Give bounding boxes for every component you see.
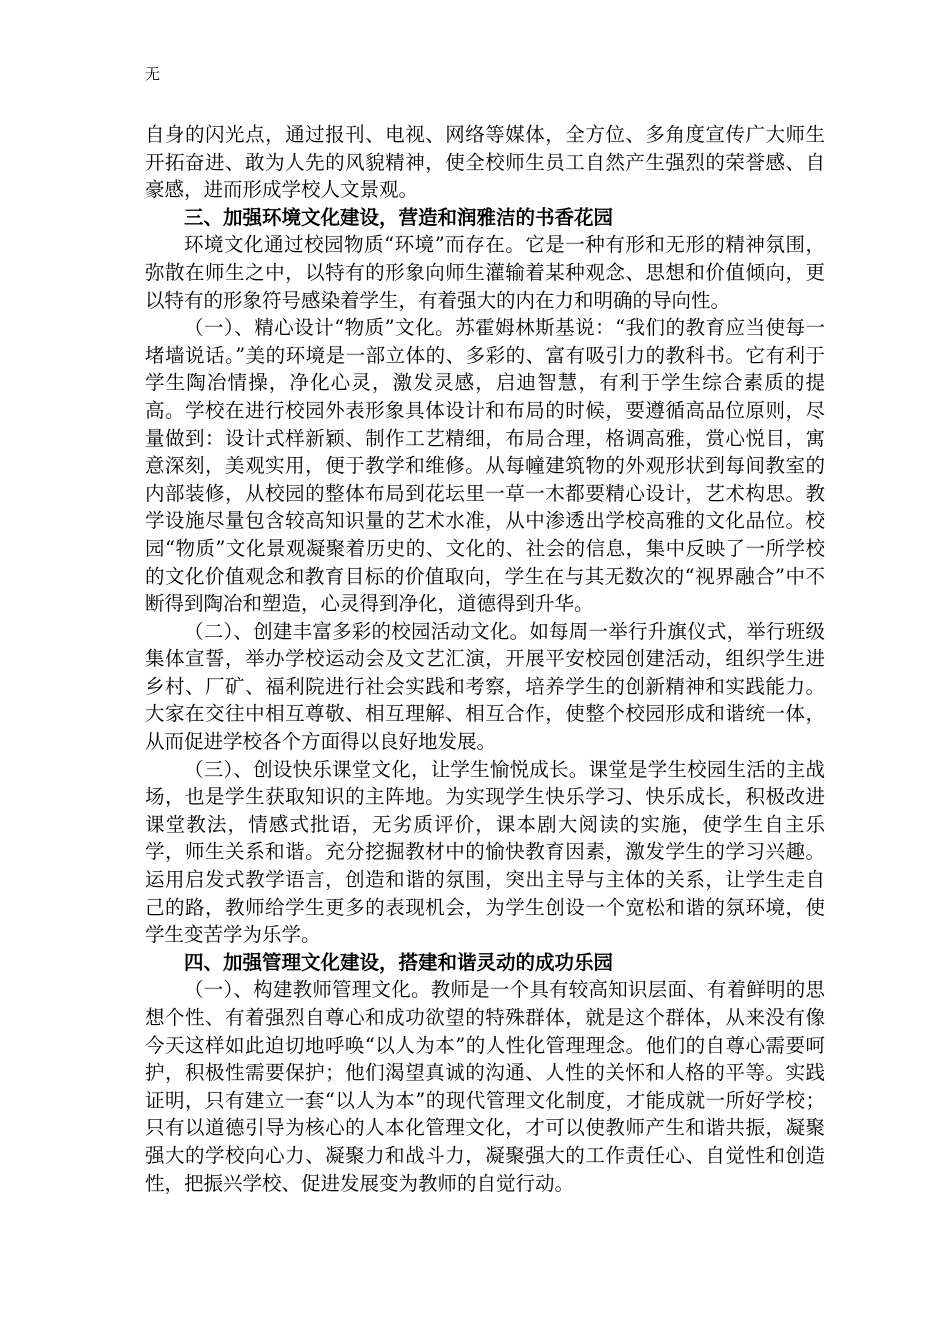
paragraph-environment-intro: 环境文化通过校园物质“环境”而存在。它是一种有形和无形的精神氛围，弥散在师生之中，以特有的形象向师生灌输着某种观念、思想和价值倾向，更以特有的形象符号感染着学生，有着强大的内在力和明确的导向性。 [145,233,825,312]
paragraph-teacher-management: （一）、构建教师管理文化。教师是一个具有较高知识层面、有着鲜明的思想个性、有着强烈自尊心和成功欲望的特殊群体，就是这个群体，从来没有像今天这样如此迫切地呼唤“以人为本”的人性化管理理念。他们的自尊心需要呵护，积极性需要保护；他们渴望真诚的沟通、人性的关怀和人格的平等。实践证明，只有建立一套“以人为本”的现代管理文化制度，才能成就一所好学校；只有以道德引导为核心的人本化管理文化，才可以使教师产生和谐共振，凝聚强大的学校向心力、凝聚力和战斗力，凝聚强大的工作责任心、自觉性和创造性，把振兴学校、促进发展变为教师的自觉行动。 [145,978,825,1195]
paragraph-material-culture: （一）、精心设计“物质”文化。苏霍姆林斯基说：“我们的教育应当使每一堵墙说话。”美的环境是一部立体的、多彩的、富有吸引力的教科书。它有利于学生陶冶情操，净化心灵，激发灵感，启迪智慧，有利于学生综合素质的提高。学校在进行校园外表形象具体设计和布局的时候，要遵循高品位原则，尽量做到：设计式样新颖、制作工艺精细，布局合理，格调高雅，赏心悦目，寓意深刻，美观实用，便于教学和维修。从每幢建筑物的外观形状到每间教室的内部装修，从校园的整体布局到花坛里一草一木都要精心设计，艺术构思。教学设施尽量包含较高知识量的艺术水准，从中渗透出学校高雅的文化品位。校园“物质”文化景观凝聚着历史的、文化的、社会的信息，集中反映了一所学校的文化价值观念和教育目标的价值取向，学生在与其无数次的“视界融合”中不断得到陶冶和塑造，心灵得到净化，道德得到升华。 [145,316,825,616]
paragraph-continuation: 自身的闪光点，通过报刊、电视、网络等媒体，全方位、多角度宣传广大师生开拓奋进、敢为人先的风貌精神，使全校师生员工自然产生强烈的荣誉感、自豪感，进而形成学校人文景观。 [145,123,825,202]
paragraph-classroom-culture: （三）、创设快乐课堂文化，让学生愉悦成长。课堂是学生校园生活的主战场，也是学生获取知识的主阵地。为实现学生快乐学习、快乐成长，积极改进课堂教法，情感式批语，无劣质评价，课本剧大阅读的实施，使学生自主乐学，师生关系和谐。充分挖掘教材中的愉快教育因素，激发学生的学习兴趣。运用启发式教学语言，创造和谐的氛围，突出主导与主体的关系，让学生走自己的路，教师给学生更多的表现机会，为学生创设一个宽松和谐的氛环境，使学生变苦学为乐学。 [145,757,825,947]
document-body [145,121,825,1197]
page-header: 无 [145,65,161,83]
section-heading-4: 四、加强管理文化建设，搭建和谐灵动的成功乐园 [184,950,614,974]
paragraph-activity-culture: （二）、创建丰富多彩的校园活动文化。如每周一举行升旗仪式，举行班级集体宣誓，举办学校运动会及文艺汇演，开展平安校园创建活动，组织学生进乡村、厂矿、福利院进行社会实践和考察，培养学生的创新精神和实践能力。大家在交往中相互尊敬、相互理解、相互合作，使整个校园形成和谐统一体，从而促进学校各个方面得以良好地发展。 [145,619,825,754]
section-heading-3: 三、加强环境文化建设，营造和润雅洁的书香花园 [184,205,614,229]
